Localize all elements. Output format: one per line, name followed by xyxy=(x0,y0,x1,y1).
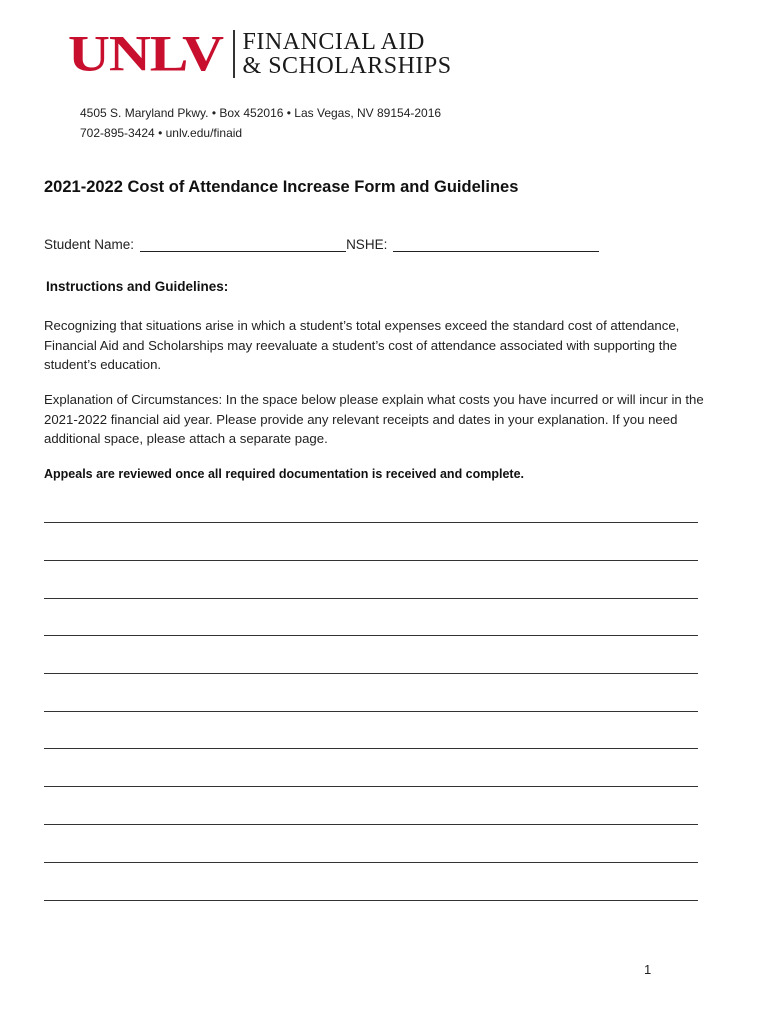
logo-mark: UNLV xyxy=(68,24,224,83)
address-block xyxy=(80,103,441,143)
review-notice: Appeals are reviewed once all required documentation is received and complete. xyxy=(44,467,525,481)
explanation-line[interactable] xyxy=(44,560,698,561)
page-title: 2021-2022 Cost of Attendance Increase Form and Guidelines xyxy=(44,178,519,196)
explanation-line[interactable] xyxy=(44,900,698,901)
unlv-logo xyxy=(68,24,452,83)
nshe-label: NSHE: xyxy=(346,237,388,252)
explanation-line[interactable] xyxy=(44,673,698,674)
logo-text xyxy=(243,30,452,78)
address-line: 4505 S. Maryland Pkwy. • Box 452016 • Las Vegas, NV 89154-2016 xyxy=(80,106,442,120)
explanation-line[interactable] xyxy=(44,635,698,636)
logo-divider xyxy=(233,30,235,78)
nshe-field[interactable] xyxy=(393,237,599,252)
page-number: 1 xyxy=(644,962,652,977)
explanation-line[interactable] xyxy=(44,598,698,599)
explanation-line[interactable] xyxy=(44,711,698,712)
logo-text-line2: & SCHOLARSHIPS xyxy=(242,53,452,79)
explanation-paragraph: Explanation of Circumstances: In the space below please explain what costs you have incurred or will incur in the 2021-2022 financial aid year. Please provide any relevant receipts and dates in your explanation. If you need additional space, please attach a separate page. xyxy=(44,392,704,446)
explanation-line[interactable] xyxy=(44,522,698,523)
logo-text-line1: FINANCIAL AID xyxy=(242,29,425,55)
explanation-line[interactable] xyxy=(44,748,698,749)
student-name-field[interactable] xyxy=(140,237,346,252)
student-info-row xyxy=(44,237,599,252)
explanation-line[interactable] xyxy=(44,824,698,825)
instructions-heading: Instructions and Guidelines: xyxy=(46,279,229,294)
intro-paragraph: Recognizing that situations arise in which a student’s total expenses exceed the standard cost of attendance, Financial Aid and Scholarships may reevaluate a student’s cost of attendance associated with supporting the student’s education. xyxy=(44,318,680,372)
explanation-line[interactable] xyxy=(44,862,698,863)
explanation-line[interactable] xyxy=(44,786,698,787)
contact-line: 702-895-3424 • unlv.edu/finaid xyxy=(80,126,243,140)
student-name-label: Student Name: xyxy=(44,237,135,252)
